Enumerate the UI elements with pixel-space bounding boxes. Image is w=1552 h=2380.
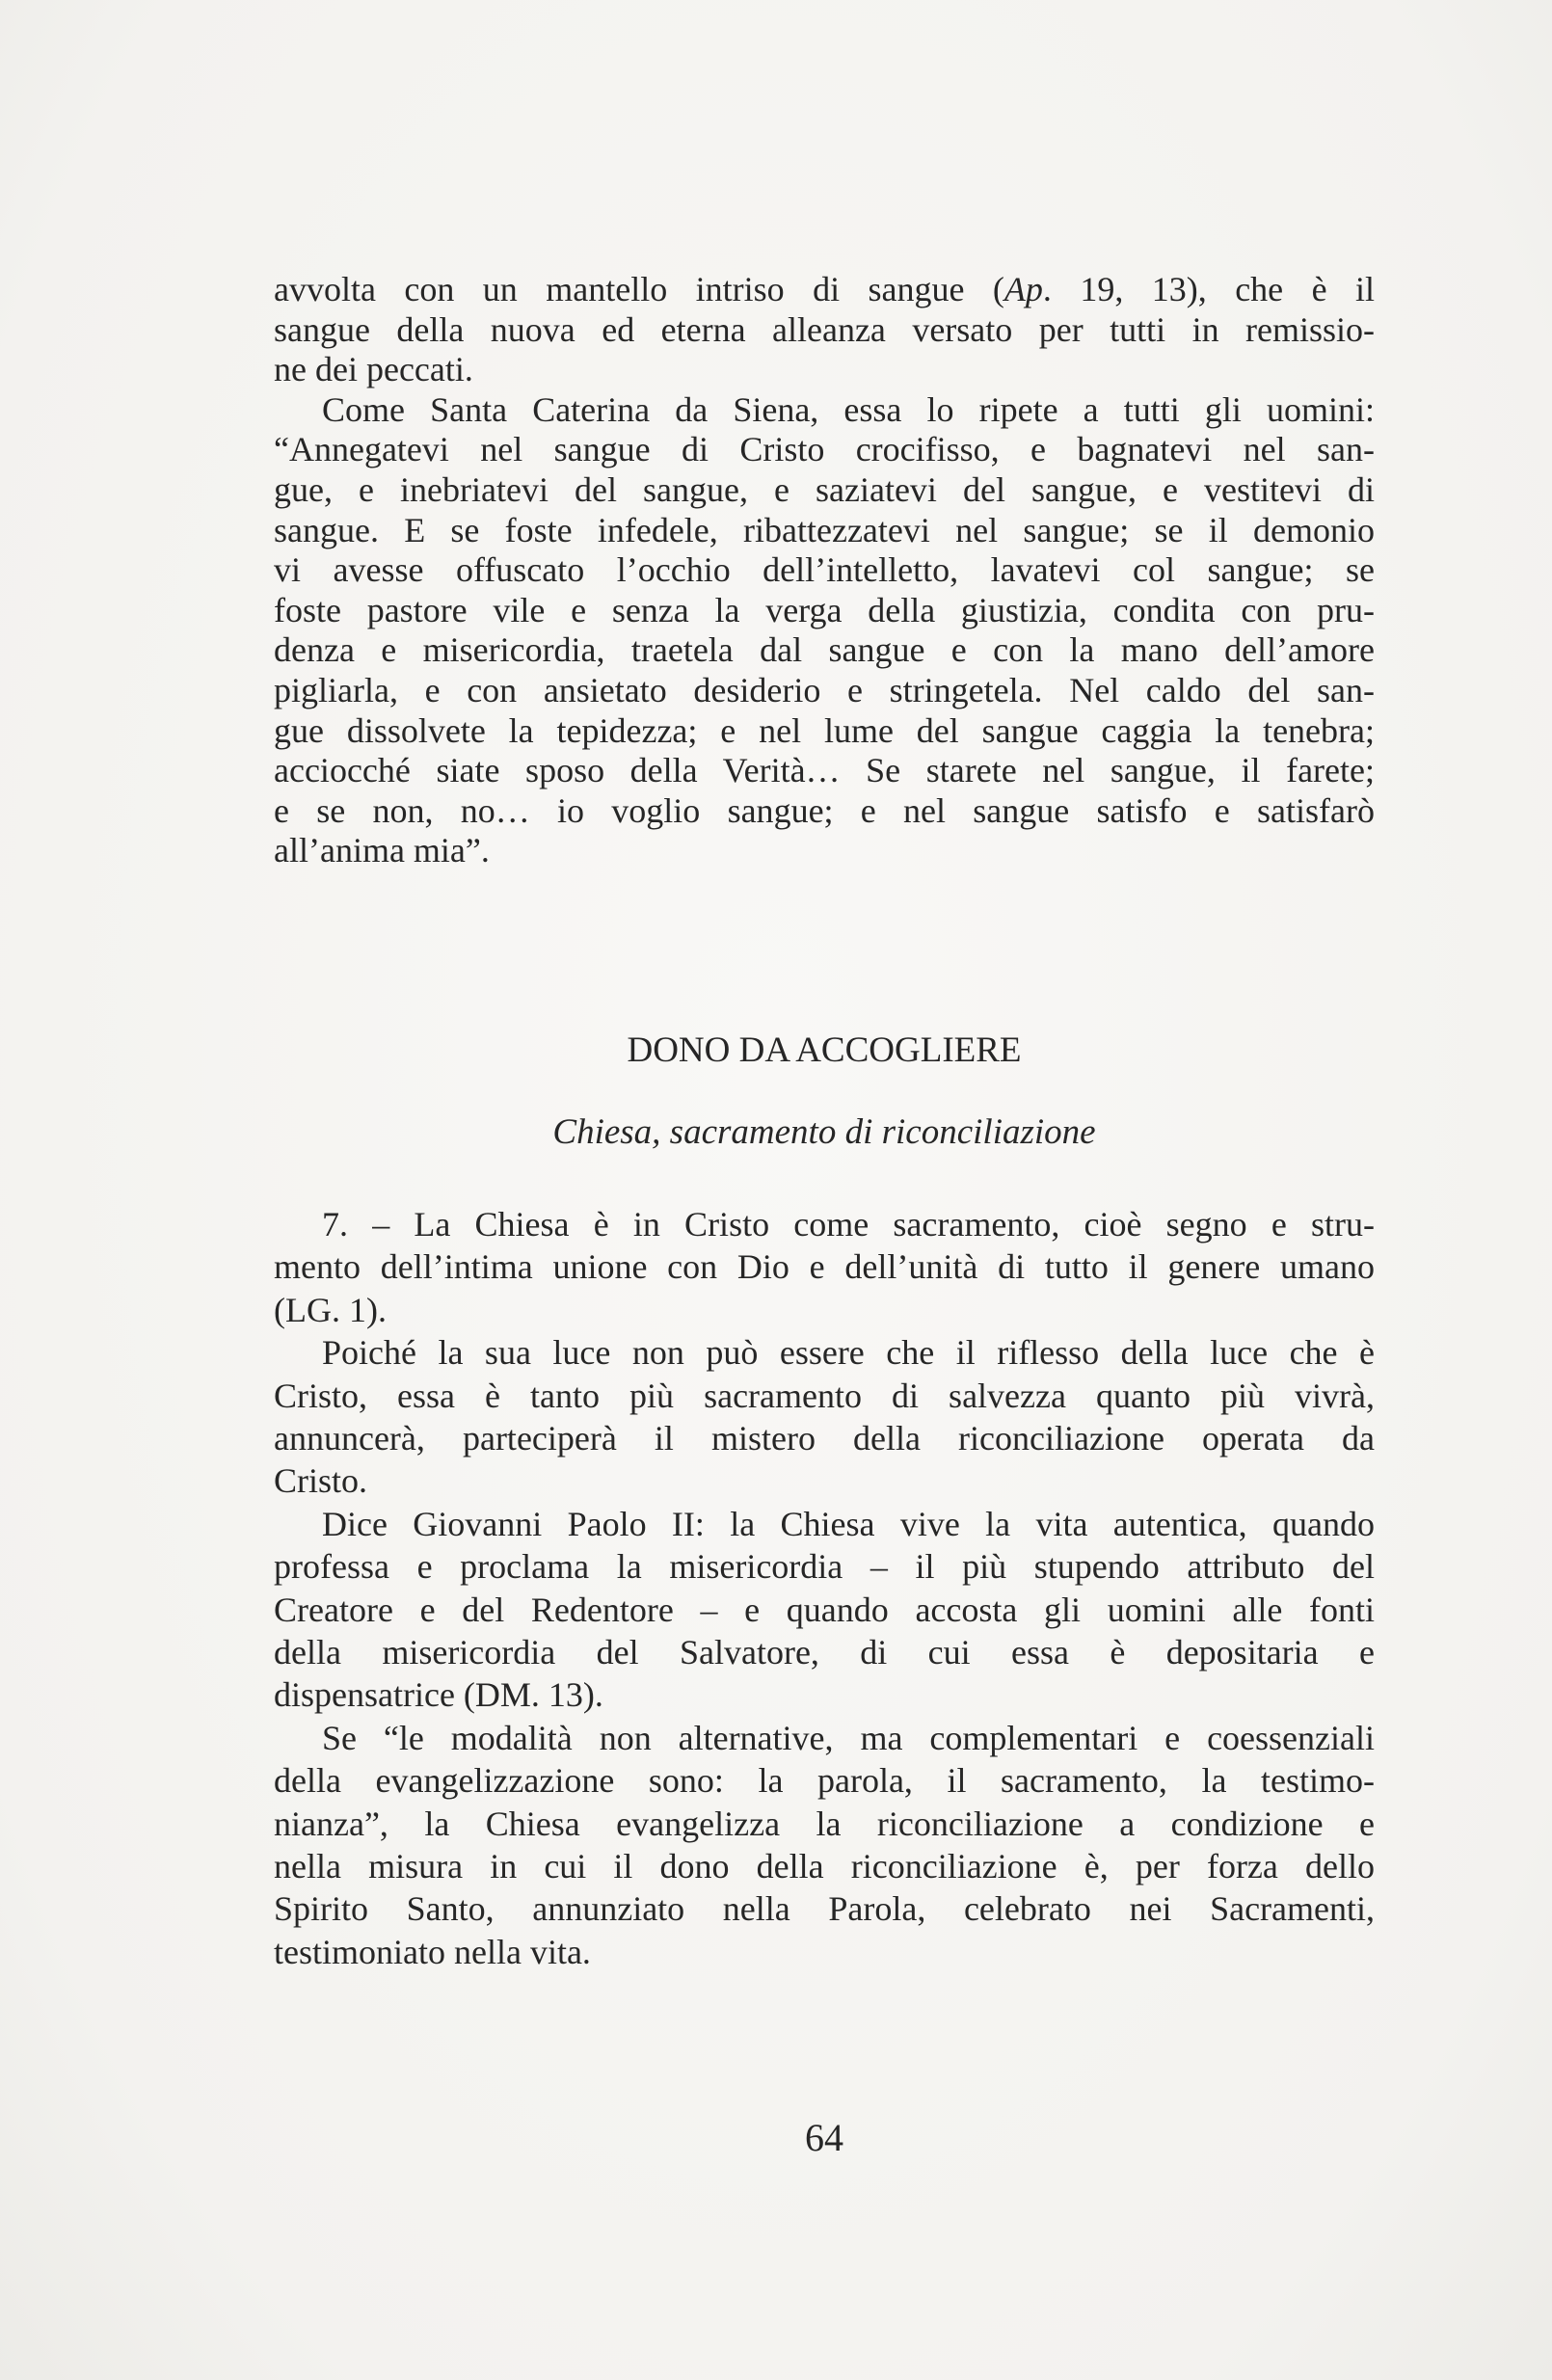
citation-italic: Ap xyxy=(1003,270,1043,308)
text-segment: avvolta con un mantello intriso di sangue ( xyxy=(274,270,1004,308)
text-segment: . 19, 13), che è il xyxy=(1042,270,1375,308)
text-line: nella misura in cui il dono della riconciliazione è, per forza dello xyxy=(274,1847,1375,1885)
text-line: della evangelizzazione sono: la parola, il sacramento, la testimo- xyxy=(274,1761,1375,1801)
text-line: Cristo. xyxy=(274,1461,368,1501)
text-line: pigliarla, e con ansietato desiderio e stringetela. Nel caldo del san- xyxy=(274,671,1375,709)
text-line: Se “le modalità non alternative, ma complementari e coessenziali xyxy=(322,1718,1375,1757)
text-line: Come Santa Caterina da Siena, essa lo ripete a tutti gli uomini: xyxy=(322,389,1375,429)
text-line: Cristo, essa è tanto più sacramento di salvezza quanto più vivrà, xyxy=(274,1376,1375,1415)
text-line: annuncerà, parteciperà il mistero della riconciliazione operata da xyxy=(274,1419,1375,1457)
text-line: acciocché siate sposo della Verità… Se starete nel sangue, il farete; xyxy=(274,751,1375,790)
text-line: all’anima mia”. xyxy=(274,831,490,870)
text-line: (LG. 1). xyxy=(274,1290,387,1329)
text-line: denza e misericordia, traetela dal sangue e con la mano dell’amore xyxy=(274,630,1375,670)
page-number: 64 xyxy=(805,2116,843,2159)
text-line: nianza”, la Chiesa evangelizza la riconciliazione a condizione e xyxy=(274,1804,1375,1843)
text-line: testimoniato nella vita. xyxy=(274,1932,591,1971)
text-line: e se non, no… io voglio sangue; e nel sangue satisfo e satisfarò xyxy=(274,790,1375,830)
text-line: Spirito Santo, annunziato nella Parola, celebrato nei Sacramenti, xyxy=(274,1889,1375,1929)
text-line: 7. – La Chiesa è in Cristo come sacramento, cioè segno e stru- xyxy=(322,1205,1375,1243)
text-line: mento dell’intima unione con Dio e dell’unità di tutto il genere umano xyxy=(274,1247,1375,1287)
text-line: dispensatrice (DM. 13). xyxy=(274,1675,603,1715)
text-line: della misericordia del Salvatore, di cui essa è depositaria e xyxy=(274,1633,1375,1671)
text-line: ne dei peccati. xyxy=(274,350,473,389)
text-line: vi avesse offuscato l’occhio dell’intelletto, lavatevi col sangue; se xyxy=(274,550,1375,590)
text-line: “Annegatevi nel sangue di Cristo crocifisso, e bagnatevi nel san- xyxy=(274,430,1375,469)
text-line: foste pastore vile e senza la verga della giustizia, condita con pru- xyxy=(274,590,1375,629)
section-subheading: Chiesa, sacramento di riconciliazione xyxy=(552,1112,1096,1152)
text-line: sangue. E se foste infedele, ribattezzatevi nel sangue; se il demonio xyxy=(274,510,1375,549)
text-line: Dice Giovanni Paolo II: la Chiesa vive la vita autentica, quando xyxy=(322,1504,1375,1543)
text-line: gue dissolvete la tepidezza; e nel lume del sangue caggia la tenebra; xyxy=(274,710,1375,750)
text-line: sangue della nuova ed eterna alleanza versato per tutti in remissio- xyxy=(274,309,1375,349)
text-line: professa e proclama la misericordia – il più stupendo attributo del xyxy=(274,1547,1375,1587)
section-heading: DONO DA ACCOGLIERE xyxy=(627,1030,1022,1070)
text-line: gue, e inebriatevi del sangue, e saziatevi del sangue, e vestitevi di xyxy=(274,470,1375,509)
text-line: Creatore e del Redentore – e quando accosta gli uomini alle fonti xyxy=(274,1590,1375,1629)
text-line xyxy=(274,269,1375,309)
text-line: Poiché la sua luce non può essere che il riflesso della luce che è xyxy=(322,1333,1375,1373)
